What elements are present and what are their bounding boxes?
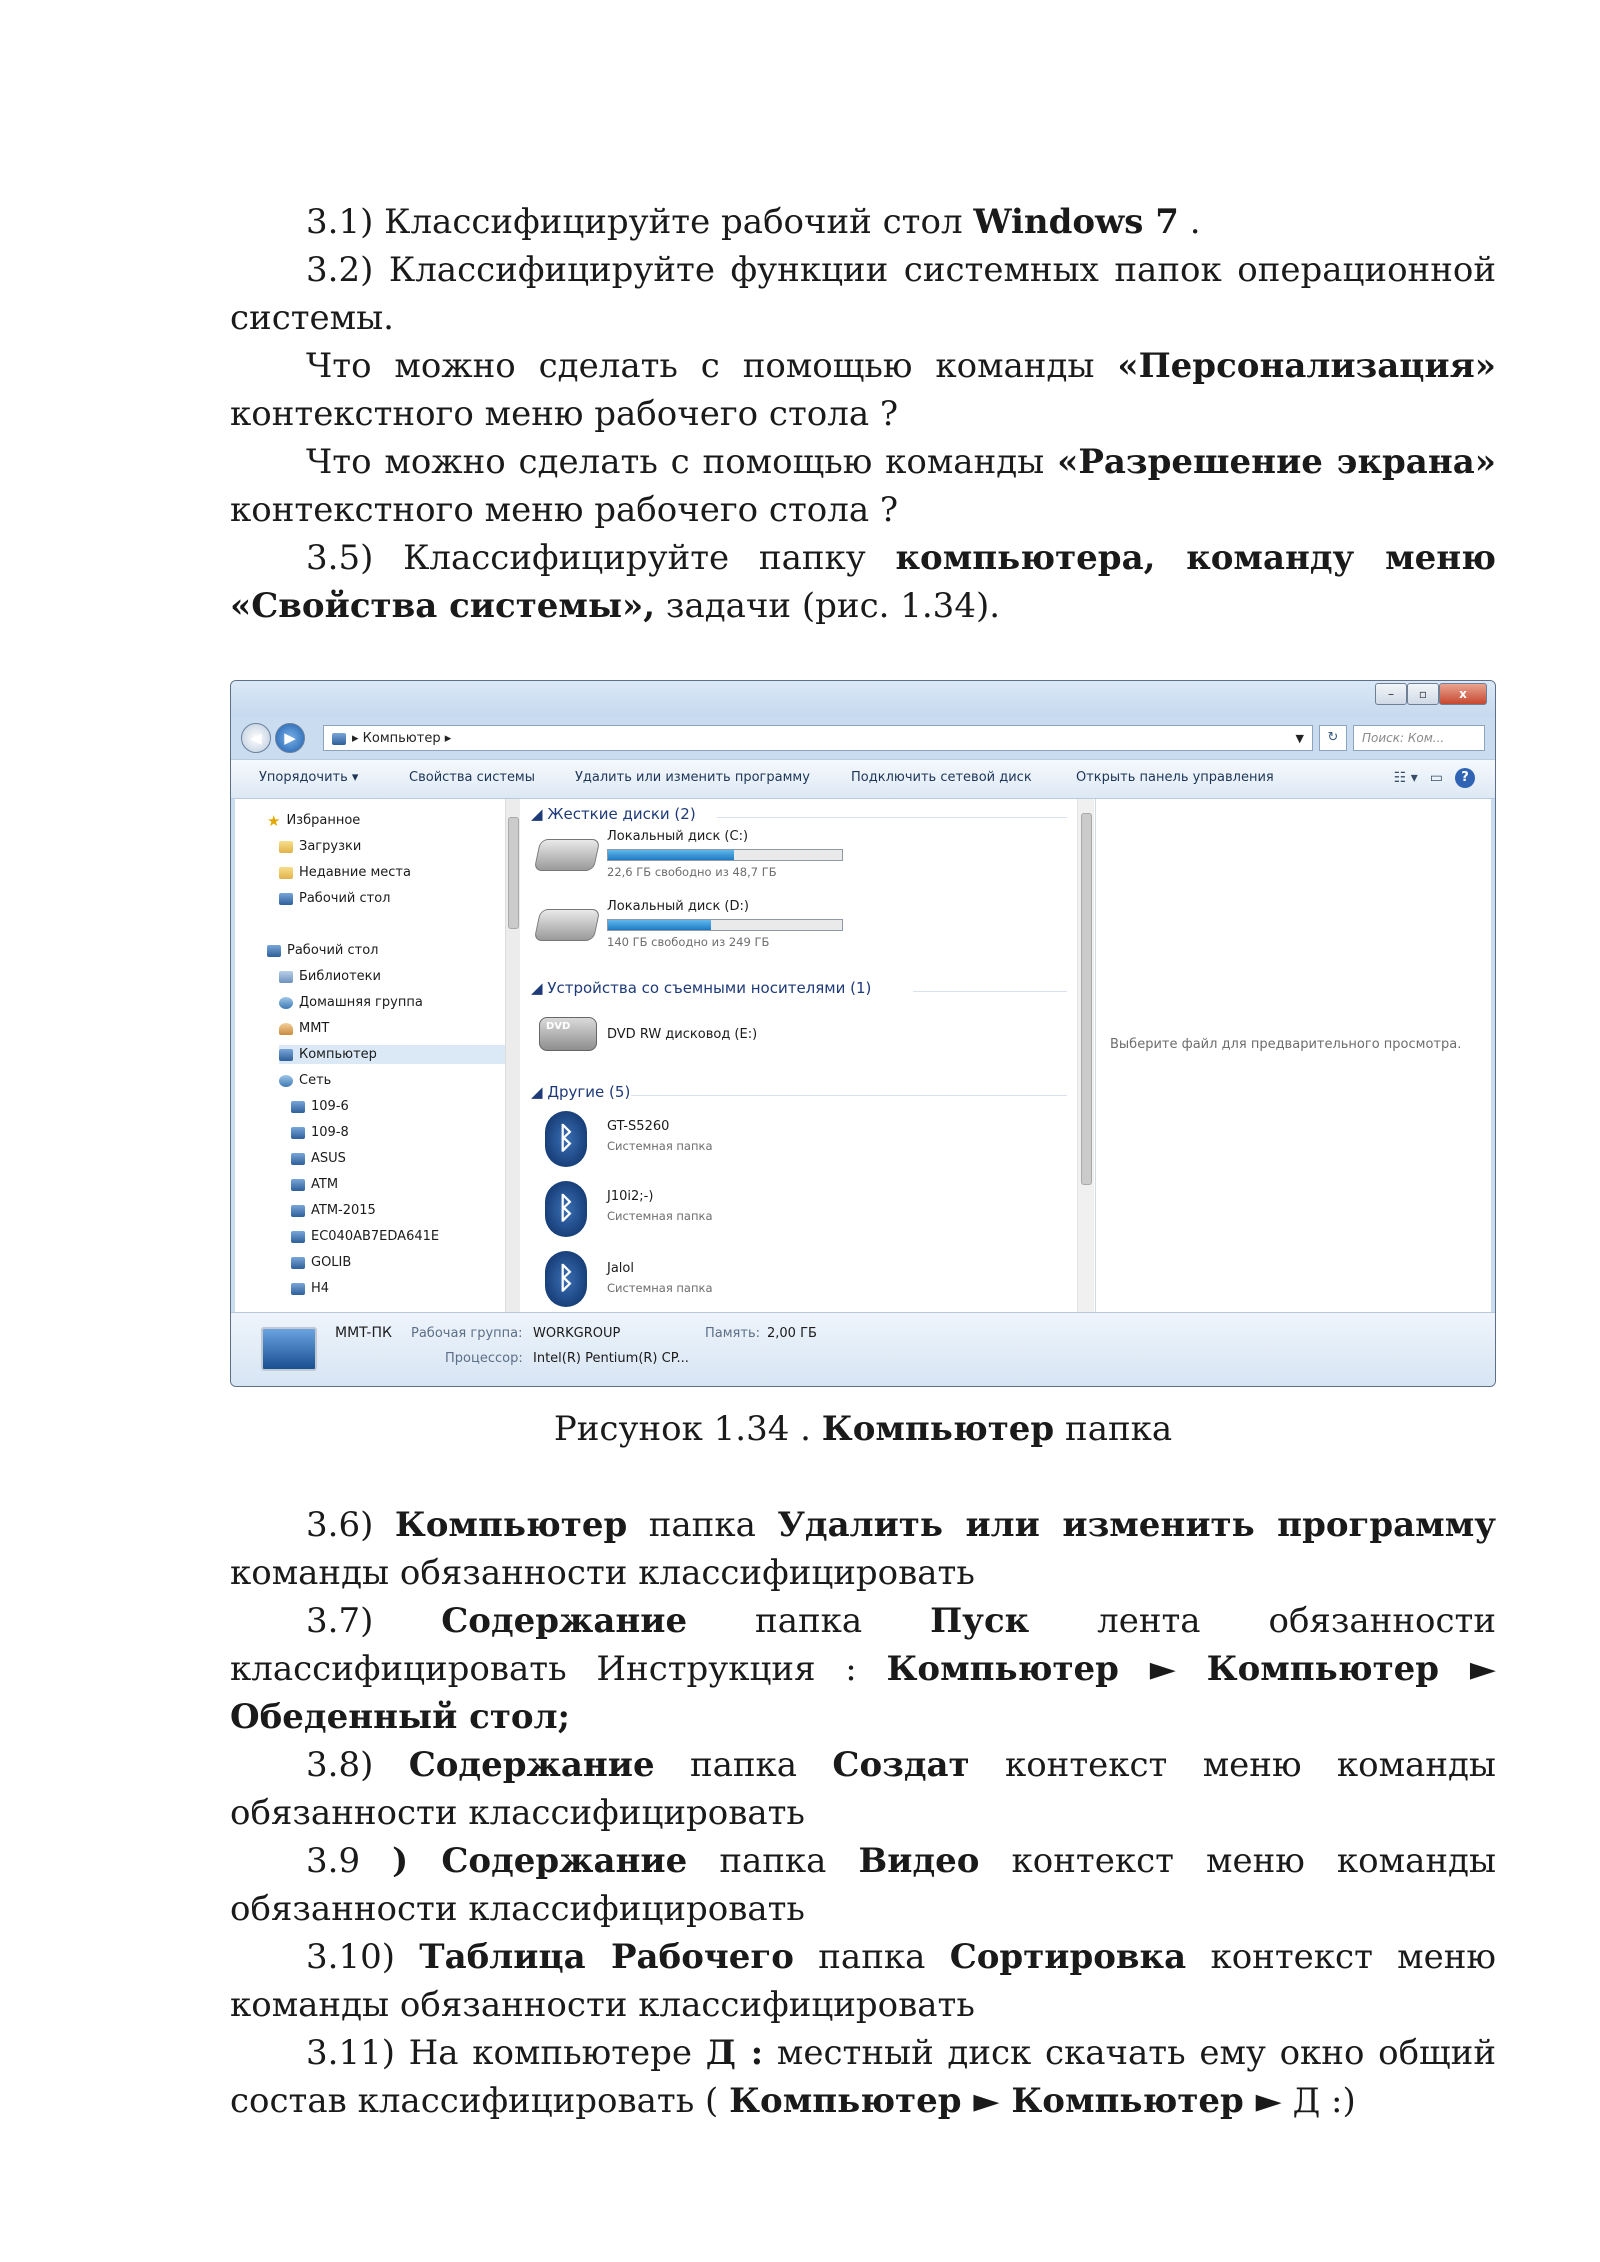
hard-disk-icon (534, 909, 601, 941)
nav-desktop-favorite[interactable] (279, 891, 390, 906)
homegroup-icon (279, 997, 293, 1009)
breadcrumb: ▸ Компьютер ▸ (352, 731, 452, 746)
dvd-drive-name[interactable]: DVD RW дисковод (E:) (607, 1027, 758, 1042)
window-controls (1375, 683, 1487, 705)
figure-caption: Рисунок 1.34 . Компьютер папка (553, 1409, 1173, 1449)
computer-icon (332, 733, 346, 745)
nav-desktop[interactable] (267, 943, 378, 958)
back-button[interactable]: ◀ (241, 723, 271, 753)
hard-disk-icon (534, 839, 601, 871)
task-3-1: 3.1) Классифицируйте рабочий стол Windows 7 . (306, 202, 1201, 242)
group-other[interactable]: ◢ Другие (5) (531, 1083, 631, 1101)
task-3-8: 3.8) Содержание папка Создат контекст меню команды обязанности классифицировать (230, 1745, 1496, 1833)
map-network-drive-button[interactable]: Подключить сетевой диск (851, 770, 1032, 785)
drive-c-free: 22,6 ГБ свободно из 48,7 ГБ (607, 865, 777, 879)
minimize-button[interactable]: – (1375, 683, 1407, 705)
document-page (230, 198, 1496, 2125)
system-properties-button[interactable]: Свойства системы (409, 770, 536, 785)
nav-label: Рабочий стол (287, 943, 379, 958)
nav-label: 109-6 (311, 1099, 349, 1114)
group-hard-disks[interactable]: ◢ Жесткие диски (2) (531, 805, 696, 823)
group-label: Жесткие диски (2) (547, 805, 696, 823)
network-computer-icon (291, 1101, 305, 1113)
workgroup-label: Рабочая группа: (411, 1326, 523, 1341)
device-type: Системная папка (607, 1139, 713, 1153)
bluetooth-icon: ᛒ (545, 1251, 587, 1307)
nav-recent-places[interactable] (279, 865, 411, 880)
nav-host[interactable] (291, 1281, 329, 1296)
preview-message: Выберите файл для предварительного просмотра. (1110, 1037, 1462, 1052)
task-3-7: 3.7) Содержание папка Пуск лента обязанности классифицировать Инструкция : Компьютер ► Компьютер ► Обеденный стол; (230, 1601, 1497, 1737)
nav-libraries[interactable] (279, 969, 381, 984)
drive-d-free: 140 ГБ свободно из 249 ГБ (607, 935, 770, 949)
device-type: Системная папка (607, 1209, 713, 1223)
content-pane (521, 799, 1075, 1312)
pc-name: MMT-ПК (335, 1325, 392, 1341)
star-icon: ★ (267, 811, 281, 830)
content-scrollbar[interactable] (1077, 799, 1094, 1312)
computer-icon (261, 1327, 317, 1371)
view-controls (1394, 768, 1475, 788)
nav-label: Компьютер (299, 1047, 377, 1062)
nav-host[interactable] (291, 1099, 349, 1114)
downloads-folder-icon (279, 841, 293, 853)
spacer (230, 1453, 1496, 1501)
nav-favorites[interactable] (267, 813, 360, 828)
refresh-button[interactable]: ↻ (1319, 725, 1347, 751)
nav-label: ATM-2015 (311, 1203, 376, 1218)
question-screen-resolution: Что можно сделать с помощью команды «Разрешение экрана» контекстного меню рабочего стола ? (230, 442, 1497, 530)
cpu-value: Intel(R) Pentium(R) CP... (533, 1351, 689, 1366)
nav-host[interactable] (291, 1177, 338, 1192)
nav-label: Недавние места (299, 865, 411, 880)
view-options-icon[interactable]: ☷ ▾ (1393, 770, 1418, 786)
nav-host[interactable] (291, 1203, 376, 1218)
network-computer-icon (291, 1257, 305, 1269)
nav-label: ASUS (311, 1151, 346, 1166)
drive-d-usage-bar (607, 919, 843, 931)
scroll-thumb[interactable] (508, 817, 519, 929)
task-3-5: 3.5) Классифицируйте папку компьютера, команду меню «Свойства системы», задачи (рис. 1.34). (230, 538, 1496, 626)
desktop-icon (267, 945, 281, 957)
nav-user[interactable] (279, 1021, 329, 1036)
device-name[interactable]: Jalol (607, 1261, 634, 1276)
bluetooth-icon: ᛒ (545, 1111, 587, 1167)
memory-label: Память: (705, 1326, 760, 1341)
help-icon[interactable]: ? (1455, 768, 1475, 788)
task-3-9: 3.9 ) Содержание папка Видео контекст меню команды обязанности классифицировать (230, 1841, 1497, 1929)
nav-label: 109-8 (311, 1125, 349, 1140)
cpu-label: Процессор: (445, 1351, 523, 1366)
usage-fill (608, 850, 734, 860)
nav-label: MMT (299, 1021, 330, 1036)
network-computer-icon (291, 1231, 305, 1243)
group-label: Устройства со съемными носителями (1) (547, 979, 872, 997)
computer-icon (279, 1049, 293, 1061)
nav-host[interactable] (291, 1125, 349, 1140)
group-divider (913, 991, 1067, 992)
nav-label: ATM (311, 1177, 339, 1192)
title-bar (231, 681, 1495, 717)
network-computer-icon (291, 1127, 305, 1139)
network-computer-icon (291, 1283, 305, 1295)
nav-label: Загрузки (299, 839, 362, 854)
group-divider (631, 1095, 1067, 1096)
nav-label: GOLIB (311, 1255, 352, 1270)
maximize-button[interactable]: ▫ (1407, 683, 1439, 705)
drive-c-usage-bar (607, 849, 843, 861)
uninstall-program-button[interactable]: Удалить или изменить программу (575, 770, 810, 785)
drive-d-name[interactable]: Локальный диск (D:) (607, 899, 749, 914)
nav-label: Библиотеки (299, 969, 381, 984)
close-button[interactable]: x (1439, 683, 1487, 705)
task-3-11: 3.11) На компьютере Д : местный диск скачать ему окно общий состав классифицировать ( Компьютер ► Компьютер ► Д :) (230, 2033, 1496, 2121)
recent-places-icon (279, 867, 293, 879)
open-control-panel-button[interactable]: Открыть панель управления (1076, 770, 1274, 785)
network-computer-icon (291, 1153, 305, 1165)
device-name[interactable]: J10i2;-) (607, 1189, 654, 1204)
nav-label: Рабочий стол (299, 891, 391, 906)
nav-label: Сеть (299, 1073, 332, 1088)
workgroup-value: WORKGROUP (533, 1326, 621, 1341)
group-label: Другие (5) (547, 1083, 631, 1101)
nav-homegroup[interactable] (279, 995, 423, 1010)
group-removable[interactable]: ◢ Устройства со съемными носителями (1) (531, 979, 872, 997)
desktop-icon (279, 893, 293, 905)
nav-computer[interactable] (279, 1045, 505, 1064)
search-input[interactable]: Поиск: Ком... (1353, 725, 1485, 751)
preview-pane (1095, 799, 1491, 1312)
bluetooth-icon: ᛒ (545, 1181, 587, 1237)
organize-button[interactable]: Упорядочить ▾ (259, 770, 359, 785)
question-personalization: Что можно сделать с помощью команды «Персонализация» контекстного меню рабочего стола ? (230, 346, 1496, 434)
chevron-down-icon[interactable]: ▼ (1295, 732, 1304, 745)
network-computer-icon (291, 1205, 305, 1217)
explorer-window-figure (230, 680, 1496, 1387)
memory-value: 2,00 ГБ (767, 1326, 817, 1341)
drive-c-name[interactable]: Локальный диск (C:) (607, 829, 749, 844)
device-name[interactable]: GT-S5260 (607, 1119, 670, 1134)
command-bar (231, 759, 1495, 799)
network-computer-icon (291, 1179, 305, 1191)
nav-host[interactable] (291, 1151, 346, 1166)
explorer-body (235, 799, 1491, 1312)
nav-label: Домашняя группа (299, 995, 423, 1010)
nav-host[interactable] (291, 1229, 439, 1244)
nav-label: H4 (311, 1281, 330, 1296)
nav-scrollbar[interactable] (505, 799, 520, 1312)
nav-label: EC040AB7EDA641E (311, 1229, 440, 1244)
usage-fill (608, 920, 711, 930)
address-row (231, 717, 1495, 757)
nav-downloads[interactable] (279, 839, 361, 854)
scroll-thumb[interactable] (1081, 813, 1092, 1185)
group-divider (717, 817, 1067, 818)
preview-pane-icon[interactable]: ▭ (1429, 770, 1443, 786)
libraries-icon (279, 971, 293, 983)
nav-network[interactable] (279, 1073, 331, 1088)
task-3-2: 3.2) Классифицируйте функции системных папок операционной системы. (230, 250, 1496, 338)
task-3-6: 3.6) Компьютер папка Удалить или изменить программу команды обязанности классифицировать (230, 1505, 1496, 1593)
address-bar[interactable] (323, 725, 1313, 751)
network-icon (279, 1075, 293, 1087)
details-pane (231, 1312, 1495, 1387)
task-3-10: 3.10) Таблица Рабочего папка Сортировка контекст меню команды обязанности классифицировать (230, 1937, 1497, 2025)
user-icon (279, 1023, 293, 1035)
device-type: Системная папка (607, 1281, 713, 1295)
dvd-drive-icon: DVD (539, 1017, 597, 1051)
navigation-pane (235, 799, 505, 1312)
nav-label: Избранное (286, 813, 361, 828)
nav-host[interactable] (291, 1255, 351, 1270)
forward-button[interactable]: ▶ (275, 723, 305, 753)
